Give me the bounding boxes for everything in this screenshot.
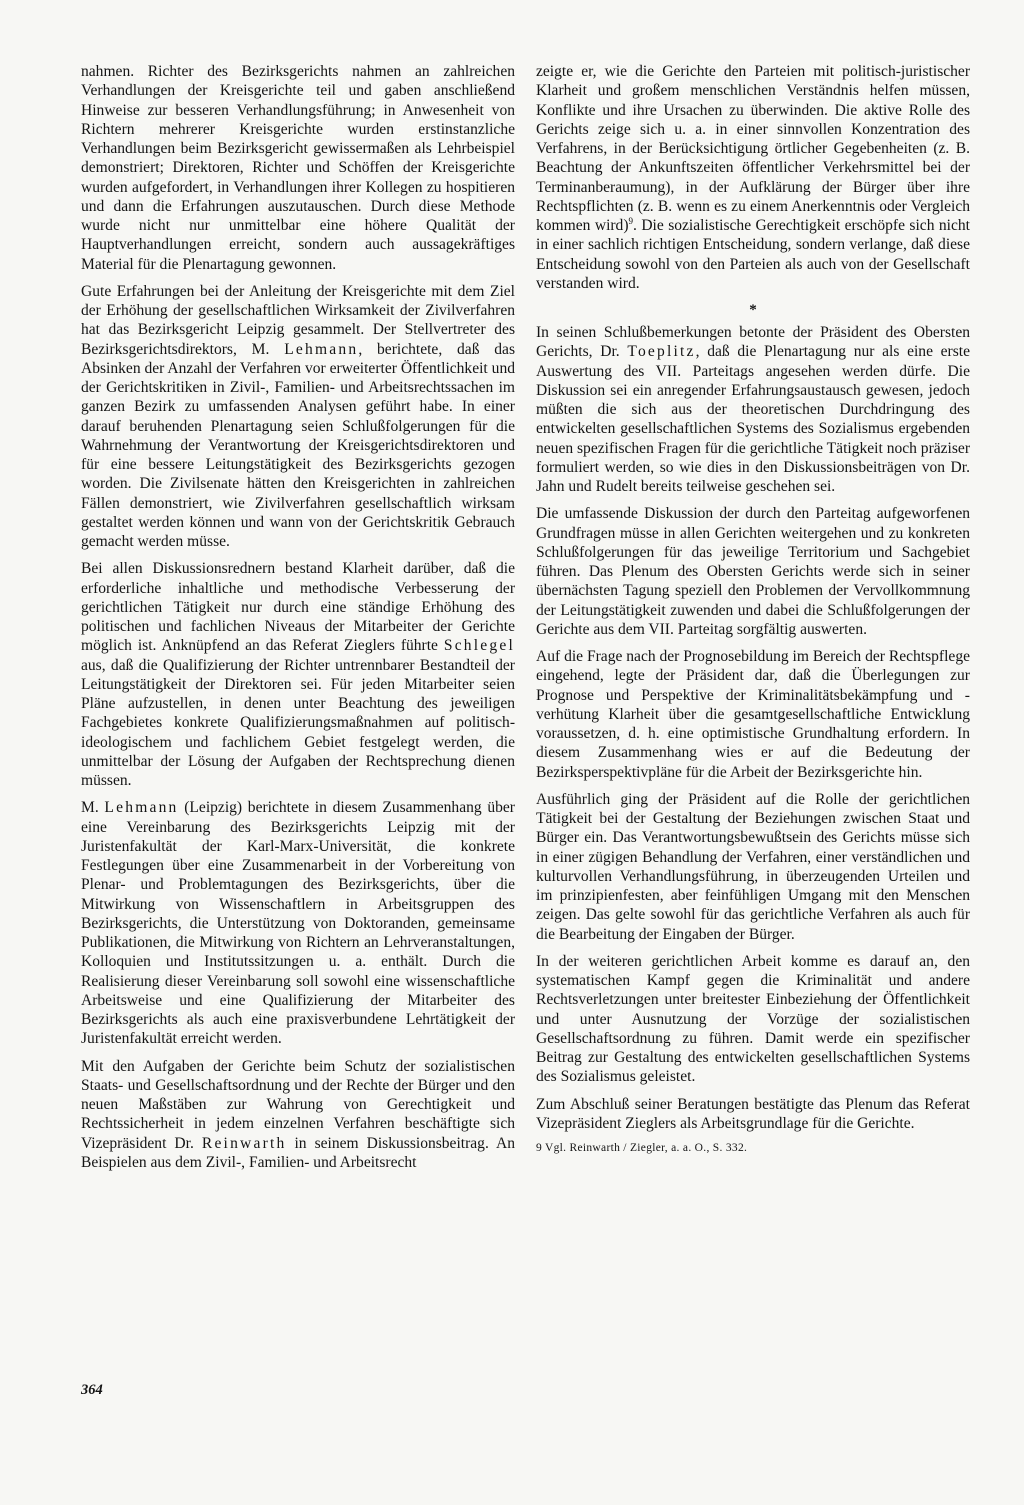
paragraph-text: (Leipzig) berichtete in diesem Zusammenhang über eine Vereinbarung des Bezirksgerichts Leipzig mit der Juristenfakultät der Karl-Marx-Universität, die konkrete Festlegungen über eine Zusammenarbeit in der Vorbereitung von Plenar- und Problemtagungen des Bezirksgerichts, über die Mitwirkung von Wissenschaftlern in Arbeitsgruppen des Bezirksgerichts, die Unterstützung von Doktoranden, gemeinsame Publikationen, die Mitwirkung von Richtern an Lehrveranstaltungen, Kolloquien und Institutssitzungen u. a. enthält. Durch die Realisierung dieser Vereinbarung soll sowohl eine wissenschaftliche Arbeitsweise und eine Qualifizierung der Mitarbeiter des Bezirksgerichts als auch eine praxisverbundene Lehrtätigkeit der Juristenfakultät erreicht werden. — [81, 799, 515, 1048]
paragraph-text: In seinen Schlußbemerkungen betonte der Präsident des Obersten Gerichts, Dr. — [536, 324, 970, 361]
paragraph-text: Mit den Aufgaben der Gerichte beim Schutz der sozialistischen Staats- und Gesellschaftsordnung und der Rechte der Bürger und den neuen Maßstäben zur Wahrung von Gerechtigkeit und Rechtssicherheit in jedem einzelnen Verfahren beschäftigte sich Vizepräsident Dr. — [81, 1057, 515, 1152]
paragraph-text: Zum Abschluß seiner Beratungen bestätigte das Plenum das Referat Vizepräsident Zieglers als Arbeitsgrundlage für die Gerichte. — [536, 1095, 970, 1132]
footnote-reference: 9 — [628, 215, 634, 226]
paragraph-text: Bei allen Diskussionsrednern bestand Klarheit darüber, daß die erforderliche inhaltliche und methodische Verbesserung der gerichtlichen Tätigkeit nur durch eine ständige Erhöhung des politischen und fachlichen Niveaus der Mitarbeiter der Gerichte möglich ist. Anknüpfend an das Referat Zieglers führte — [81, 560, 515, 655]
paragraph-text: aus, daß die Qualifizierung der Richter untrennbarer Bestandteil der Leitungstätigkeit der Direktoren sei. Für jeden Mitarbeiter seien Pläne aufzustellen, in denen unter Beachtung des jeweiligen Fachgebietes konkrete Qualifizierungsmaßnahmen auf politisch-ideologischem und fachlichem Gebiet festgelegt werden, die unmittelbar der Lösung der Aufgaben der Rechtsprechung dienen müssen. — [81, 656, 515, 789]
paragraph-text: zeigte er, wie die Gerichte den Parteien mit politisch-juristischer Klarheit und großem menschlichen Verständnis helfen müssen, Konflikte und ihre Ursachen zu überwinden. Die aktive Rolle des Gerichts zeige sich u. a. in einer sinnvollen Konzentration des Verfahrens, in der Berücksichtigung örtlicher Gegebenheiten (z. B. Beachtung der Ankunftszeiten öffentlicher Verkehrsmittel bei der Terminanberaumung), in der Aufklärung der Bürger über ihre Rechtspflichten (z. B. wenn es zu einem Anerkenntnis oder Vergleich kommen wird) — [536, 63, 970, 234]
paragraph-text: In der weiteren gerichtlichen Arbeit komme es darauf an, den systematischen Kampf gegen die Kriminalität und andere Rechtsverletzungen unter breitester Einbeziehung der Öffentlichkeit und unter Ausnutzung der Vorzüge der sozialistischen Gesellschaftsordnung zu führen. Damit werde ein spezifischer Beitrag zur Gestaltung des entwickelten gesellschaftlichen Systems des Sozialismus geleistet. — [536, 952, 970, 1086]
paragraph-text: M. — [81, 799, 105, 817]
paragraph-text: , daß die Plenartagung nur als eine erste Auswertung des VII. Parteitags angesehen werden dürfe. Die Diskussion sei ein anregender Erfahrungsaustausch gewesen, jedoch müßten die sich aus der theoretischen Durchdringung des entwickelten gesellschaftlichen Systems des Sozialismus ergebenden neuen spezifischen Fragen für die gerichtliche Tätigkeit noch präziser formuliert werden, so wie dies in den Diskussionsbeiträgen von Dr. Jahn und Rudelt bereits teilweise geschehen sei. — [536, 343, 970, 495]
paragraph-text: , berichtete, daß das Absinken der Anzahl der Verfahren vor erweiterter Öffentlichkeit und der Gerichtskritiken in Zivil-, Familien- und Arbeitsrechtssachen im ganzen Bezirk zu umfassenden Analysen geführt habe. In einer darauf beruhenden Plenartagung seien Schlußfolgerungen für die Wahrnehmung der Verantwortung der Kreisgerichtsdirektoren und für eine bessere Leitungstätigkeit des Bezirksgerichts gezogen worden. Die Zivilsenate hätten den Kreisgerichten in zahlreichen Fällen demonstriert, wie Zivilverfahren gesellschaftlich wirksam gestaltet werden können und wann von der Gerichtskritik Gebrauch gemacht werden müsse. — [81, 340, 516, 550]
paragraph — [81, 1057, 515, 1173]
paragraph — [81, 798, 515, 1048]
paragraph-text: Auf die Frage nach der Prognosebildung im Bereich der Rechtspflege eingehend, legte der Präsident dar, daß die Überlegungen zur Prognose und Perspektive der Kriminalitätsbekämpfung und -verhütung Klarheit über die gesamtgesellschaftliche Entwicklung voraussetzen, d. h. eine optimistische Grundhaltung erfordern. In diesem Zusammenhang wies er auf die Bedeutung der Bezirksperspektivpläne für die Arbeit der Bezirksgerichte hin. — [536, 648, 970, 781]
person-name: Toeplitz — [627, 343, 696, 361]
paragraph — [536, 647, 970, 782]
section-separator: * — [749, 302, 757, 318]
person-name: Schlegel — [443, 637, 515, 655]
paragraph — [81, 282, 515, 552]
paragraph-text: nahmen. Richter des Bezirksgerichts nahmen an zahlreichen Verhandlungen der Kreisgerichte teil und gaben anschließend Hinweise zur besseren Verhandlungsführung; in Anwesenheit von Richtern mehrerer Kreisgerichte wurden erstinstanzliche Verhandlungen beim Bezirksgericht gewissermaßen als Lehrbeispiel demonstriert; Direktoren, Richter und Schöffen der Kreisgerichte wurden aufgefordert, in Verhandlungen ihrer Kollegen zu hospitieren und dann die Erfahrungen auszutauschen. Durch diese Methode wurde nicht nur unmittelbar eine höhere Qualität der Hauptverhandlungen erreicht, sondern auch aussagekräftiges Material für die Plenartagung gewonnen. — [81, 63, 515, 273]
paragraph — [536, 323, 970, 496]
paragraph — [536, 62, 970, 293]
paragraph-text: . Die sozialistische Gerechtigkeit erschöpfe sich nicht in einer sachlich richtigen Entscheidung, sondern verlange, daß diese Entscheidung sowohl von den Parteien als auch von der Gesellschaft verstanden wird. — [536, 217, 970, 292]
paragraph-text: Gute Erfahrungen bei der Anleitung der Kreisgerichte mit dem Ziel der Erhöhung der gesellschaftlichen Wirksamkeit der Zivilverfahren hat das Bezirksgericht Leipzig gesammelt. Der Stellvertreter des Bezirksgerichtsdirektors, M. — [81, 282, 515, 358]
paragraph — [536, 790, 970, 944]
paragraph-text: Die umfassende Diskussion der durch den Parteitag aufgeworfenen Grundfragen müsse in allen Gerichten weitergehen und zu konkreten Schlußfolgerungen für das jeweilige Territorium und Sachgebiet führen. Das Plenum des Obersten Gerichts werde sich in seiner übernächsten Tagung speziell den Problemen der Vervollkommnung der Leitungstätigkeit zuwenden und dabei die Schlußfolgerungen der Gerichte aus dem VII. Parteitag sorgfältig auswerten. — [536, 505, 970, 638]
paragraph-text: Ausführlich ging der Präsident auf die Rolle der gerichtlichen Tätigkeit bei der Gestaltung der Beziehungen zwischen Staat und Bürger ein. Das Verantwortungsbewußtsein des Gerichts müsse sich in einer zügigen Behandlung der Verfahren, einer verständlichen und kulturvollen Verhandlungsführung, in überzeugenden Urteilen und im prinzipienfesten, aber feinfühligen Umgang mit den Menschen zeigen. Das gelte sowohl für das gerichtliche Verfahren als auch für die Bearbeitung der Eingaben der Bürger. — [536, 790, 970, 943]
paragraph — [81, 62, 515, 274]
person-name: Reinwarth — [201, 1134, 287, 1152]
paragraph — [81, 559, 515, 790]
right-column — [536, 62, 970, 1155]
page-number: 364 — [81, 1382, 103, 1398]
paragraph — [536, 504, 970, 639]
person-name: Lehmann — [104, 799, 179, 817]
footnote: 9 Vgl. Reinwarth / Ziegler, a. a. O., S. 332. — [536, 1142, 748, 1154]
person-name: Lehmann — [284, 340, 359, 358]
left-column — [81, 62, 515, 1180]
paragraph — [536, 1095, 970, 1134]
paragraph — [536, 952, 970, 1087]
paragraph-text: in seinem Diskussionsbeitrag. An Beispielen aus dem Zivil-, Familien- und Arbeitsrecht — [81, 1134, 515, 1171]
